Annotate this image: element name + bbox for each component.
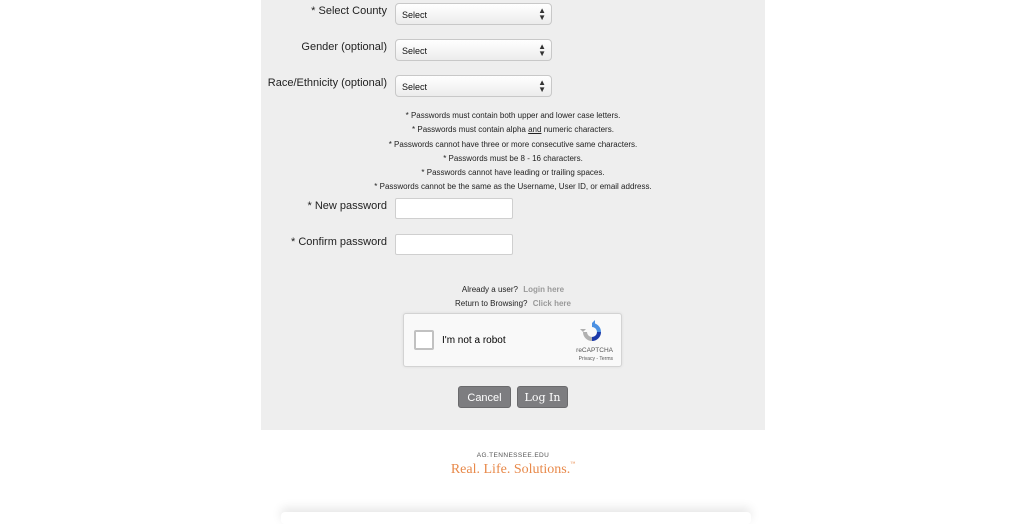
select-arrows-icon: ▲ ▼ — [538, 42, 546, 58]
select-arrows-icon: ▲ ▼ — [538, 6, 546, 22]
recaptcha-brand: reCAPTCHA — [576, 347, 613, 354]
trademark-symbol: ™ — [570, 462, 576, 467]
footer-tagline — [261, 462, 765, 478]
password-rule: * Passwords cannot have leading or trailing spaces. — [421, 168, 605, 178]
click-here-link[interactable]: Click here — [532, 299, 571, 308]
recaptcha-widget — [403, 313, 622, 367]
select-arrows-icon: ▲ ▼ — [538, 78, 546, 94]
password-rule: * Passwords cannot be the same as the Username, User ID, or email address. — [374, 182, 652, 192]
new-password-input[interactable] — [395, 198, 513, 219]
password-rule: * Passwords cannot have three or more consecutive same characters. — [388, 139, 638, 149]
login-link-row — [261, 285, 765, 294]
bottom-panel-edge — [281, 512, 751, 524]
footer-tagline-text: Real. Life. Solutions. — [450, 462, 571, 477]
race-select[interactable] — [395, 75, 552, 97]
password-rule: * Passwords must be 8 - 16 characters. — [443, 153, 583, 163]
password-rule: * Passwords must contain alpha and numeric characters. — [412, 125, 614, 135]
recaptcha-terms[interactable]: Privacy - Terms — [578, 356, 613, 362]
return-browsing-text: Return to Browsing? — [455, 299, 528, 308]
county-label: * Select County — [311, 5, 387, 17]
browse-link-row — [261, 299, 765, 308]
gender-select-value: Select — [402, 46, 428, 56]
gender-label: Gender (optional) — [301, 41, 387, 53]
login-button[interactable]: Log In — [517, 386, 568, 408]
gender-select[interactable] — [395, 39, 552, 61]
race-select-value: Select — [402, 82, 428, 92]
confirm-password-input[interactable] — [395, 234, 513, 255]
password-rule: * Passwords must contain both upper and lower case letters. — [405, 111, 621, 120]
footer-domain: AG.TENNESSEE.EDU — [476, 452, 550, 459]
confirm-password-label: * Confirm password — [291, 236, 387, 248]
already-user-text: Already a user? — [461, 285, 518, 294]
race-label: Race/Ethnicity (optional) — [267, 77, 387, 89]
county-select[interactable] — [395, 3, 552, 25]
new-password-label: * New password — [307, 200, 387, 212]
recaptcha-checkbox[interactable] — [414, 330, 434, 350]
recaptcha-label: I'm not a robot — [442, 335, 506, 346]
login-here-link[interactable]: Login here — [523, 285, 565, 294]
cancel-button[interactable]: Cancel — [458, 386, 511, 408]
password-rules — [261, 109, 765, 195]
recaptcha-logo-icon — [580, 320, 604, 344]
county-select-value: Select — [402, 10, 428, 20]
